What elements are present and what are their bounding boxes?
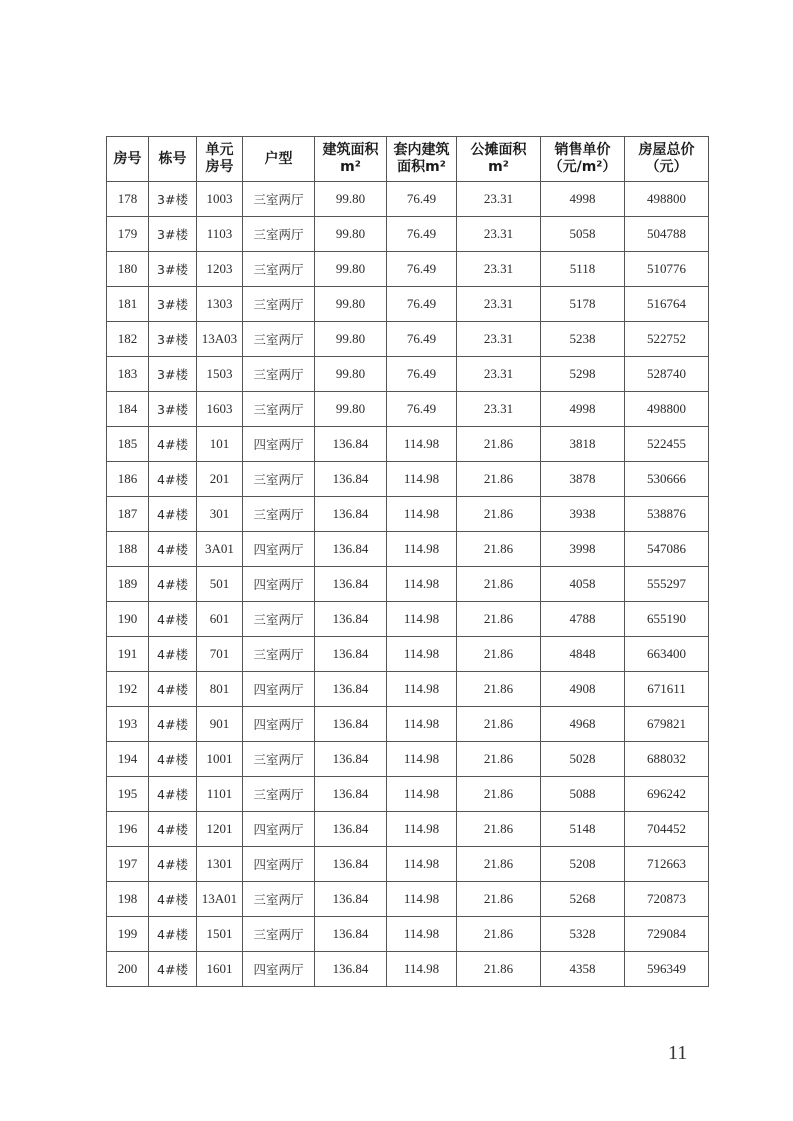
cell-inner-area: 76.49: [387, 287, 457, 322]
cell-unit-no: 501: [197, 567, 243, 602]
cell-total-price: 522455: [625, 427, 709, 462]
cell-unit-no: 1201: [197, 812, 243, 847]
cell-unit-no: 901: [197, 707, 243, 742]
cell-shared-area: 21.86: [457, 847, 541, 882]
table-row: [107, 497, 709, 532]
table-row: [107, 532, 709, 567]
cell-unit-price: 4998: [541, 392, 625, 427]
cell-gross-area: 136.84: [315, 602, 387, 637]
cell-inner-area: 76.49: [387, 392, 457, 427]
table-row: [107, 637, 709, 672]
header-layout-type: [243, 137, 315, 182]
header-building-no-line: 栋号: [158, 150, 187, 167]
cell-total-price: 671611: [625, 672, 709, 707]
cell-building-no: 4#楼: [149, 882, 197, 917]
cell-room-no: 186: [107, 462, 149, 497]
cell-inner-area: 76.49: [387, 322, 457, 357]
price-table: [106, 136, 709, 987]
cell-shared-area: 21.86: [457, 637, 541, 672]
table-row: [107, 777, 709, 812]
cell-shared-area: 21.86: [457, 462, 541, 497]
cell-shared-area: 21.86: [457, 882, 541, 917]
cell-shared-area: 21.86: [457, 427, 541, 462]
cell-unit-no: 701: [197, 637, 243, 672]
cell-inner-area: 114.98: [387, 672, 457, 707]
table-row: [107, 742, 709, 777]
cell-room-no: 187: [107, 497, 149, 532]
cell-layout-type: 三室两厅: [243, 462, 315, 497]
cell-building-no: 3#楼: [149, 357, 197, 392]
table-row: [107, 392, 709, 427]
cell-gross-area: 99.80: [315, 322, 387, 357]
cell-inner-area: 114.98: [387, 812, 457, 847]
cell-unit-price: 3878: [541, 462, 625, 497]
header-unit-price: [541, 137, 625, 182]
header-inner-area: [387, 137, 457, 182]
cell-unit-no: 201: [197, 462, 243, 497]
cell-unit-price: 4788: [541, 602, 625, 637]
cell-inner-area: 114.98: [387, 952, 457, 987]
cell-building-no: 4#楼: [149, 427, 197, 462]
cell-shared-area: 23.31: [457, 182, 541, 217]
cell-layout-type: 四室两厅: [243, 427, 315, 462]
cell-gross-area: 136.84: [315, 847, 387, 882]
cell-inner-area: 76.49: [387, 182, 457, 217]
cell-building-no: 4#楼: [149, 462, 197, 497]
cell-gross-area: 136.84: [315, 952, 387, 987]
cell-layout-type: 三室两厅: [243, 322, 315, 357]
cell-shared-area: 21.86: [457, 532, 541, 567]
table-row: [107, 672, 709, 707]
table-row: [107, 602, 709, 637]
cell-building-no: 4#楼: [149, 847, 197, 882]
cell-gross-area: 136.84: [315, 742, 387, 777]
header-unit-price-line: （元/m²）: [548, 159, 617, 175]
page-number: 11: [668, 1042, 688, 1064]
header-inner-area-line: 面积m²: [397, 159, 446, 175]
cell-shared-area: 21.86: [457, 707, 541, 742]
cell-shared-area: 23.31: [457, 357, 541, 392]
cell-room-no: 195: [107, 777, 149, 812]
cell-layout-type: 三室两厅: [243, 357, 315, 392]
cell-building-no: 4#楼: [149, 812, 197, 847]
cell-unit-price: 4998: [541, 182, 625, 217]
table-row: [107, 847, 709, 882]
cell-layout-type: 四室两厅: [243, 672, 315, 707]
cell-unit-no: 1103: [197, 217, 243, 252]
cell-unit-no: 601: [197, 602, 243, 637]
cell-shared-area: 21.86: [457, 917, 541, 952]
cell-building-no: 4#楼: [149, 742, 197, 777]
cell-room-no: 196: [107, 812, 149, 847]
cell-inner-area: 114.98: [387, 532, 457, 567]
cell-gross-area: 136.84: [315, 637, 387, 672]
cell-unit-price: 5088: [541, 777, 625, 812]
cell-gross-area: 136.84: [315, 427, 387, 462]
cell-room-no: 183: [107, 357, 149, 392]
cell-layout-type: 三室两厅: [243, 497, 315, 532]
cell-room-no: 193: [107, 707, 149, 742]
cell-inner-area: 114.98: [387, 427, 457, 462]
table-row: [107, 882, 709, 917]
cell-unit-no: 1003: [197, 182, 243, 217]
table-row: [107, 462, 709, 497]
cell-total-price: 498800: [625, 392, 709, 427]
cell-room-no: 180: [107, 252, 149, 287]
header-shared-area: [457, 137, 541, 182]
cell-unit-price: 5298: [541, 357, 625, 392]
cell-building-no: 4#楼: [149, 672, 197, 707]
cell-inner-area: 114.98: [387, 567, 457, 602]
header-gross-area-line: m²: [340, 159, 361, 175]
cell-layout-type: 三室两厅: [243, 882, 315, 917]
cell-building-no: 3#楼: [149, 182, 197, 217]
cell-layout-type: 三室两厅: [243, 217, 315, 252]
cell-unit-price: 5328: [541, 917, 625, 952]
header-inner-area-line: 套内建筑: [393, 142, 450, 158]
table-row: [107, 567, 709, 602]
cell-unit-no: 1501: [197, 917, 243, 952]
cell-unit-price: 5268: [541, 882, 625, 917]
cell-unit-price: 4358: [541, 952, 625, 987]
cell-unit-price: 3998: [541, 532, 625, 567]
cell-unit-no: 1303: [197, 287, 243, 322]
cell-total-price: 679821: [625, 707, 709, 742]
cell-building-no: 3#楼: [149, 287, 197, 322]
cell-shared-area: 21.86: [457, 672, 541, 707]
cell-layout-type: 三室两厅: [243, 742, 315, 777]
cell-total-price: 522752: [625, 322, 709, 357]
cell-unit-no: 1603: [197, 392, 243, 427]
cell-gross-area: 136.84: [315, 567, 387, 602]
cell-total-price: 498800: [625, 182, 709, 217]
cell-building-no: 4#楼: [149, 602, 197, 637]
cell-unit-price: 3818: [541, 427, 625, 462]
table-row: [107, 287, 709, 322]
header-gross-area-line: 建筑面积: [322, 142, 379, 158]
cell-room-no: 192: [107, 672, 149, 707]
table-row: [107, 252, 709, 287]
cell-room-no: 179: [107, 217, 149, 252]
cell-gross-area: 136.84: [315, 812, 387, 847]
cell-shared-area: 21.86: [457, 952, 541, 987]
cell-layout-type: 三室两厅: [243, 252, 315, 287]
header-row: [107, 137, 709, 182]
header-room-no: [107, 137, 149, 182]
cell-gross-area: 99.80: [315, 357, 387, 392]
cell-gross-area: 136.84: [315, 707, 387, 742]
header-unit-no: [197, 137, 243, 182]
cell-unit-no: 3A01: [197, 532, 243, 567]
cell-room-no: 194: [107, 742, 149, 777]
cell-unit-price: 5208: [541, 847, 625, 882]
cell-total-price: 712663: [625, 847, 709, 882]
table-body: [107, 182, 709, 987]
cell-unit-price: 4968: [541, 707, 625, 742]
cell-layout-type: 三室两厅: [243, 917, 315, 952]
cell-inner-area: 114.98: [387, 742, 457, 777]
header-shared-area-line: 公摊面积: [470, 142, 527, 158]
cell-inner-area: 114.98: [387, 637, 457, 672]
cell-room-no: 198: [107, 882, 149, 917]
cell-gross-area: 99.80: [315, 287, 387, 322]
cell-gross-area: 136.84: [315, 532, 387, 567]
cell-layout-type: 四室两厅: [243, 532, 315, 567]
cell-gross-area: 99.80: [315, 252, 387, 287]
cell-inner-area: 114.98: [387, 777, 457, 812]
cell-building-no: 4#楼: [149, 567, 197, 602]
cell-total-price: 596349: [625, 952, 709, 987]
cell-inner-area: 76.49: [387, 252, 457, 287]
table-header: [107, 137, 709, 182]
cell-gross-area: 136.84: [315, 497, 387, 532]
table-row: [107, 812, 709, 847]
cell-inner-area: 114.98: [387, 882, 457, 917]
cell-total-price: 530666: [625, 462, 709, 497]
cell-building-no: 4#楼: [149, 952, 197, 987]
cell-room-no: 197: [107, 847, 149, 882]
cell-total-price: 555297: [625, 567, 709, 602]
cell-total-price: 528740: [625, 357, 709, 392]
cell-unit-price: 5058: [541, 217, 625, 252]
cell-unit-price: 5118: [541, 252, 625, 287]
cell-room-no: 182: [107, 322, 149, 357]
cell-total-price: 538876: [625, 497, 709, 532]
header-total-price-line: 房屋总价: [638, 142, 695, 158]
cell-total-price: 504788: [625, 217, 709, 252]
cell-shared-area: 23.31: [457, 252, 541, 287]
cell-room-no: 189: [107, 567, 149, 602]
cell-room-no: 181: [107, 287, 149, 322]
cell-layout-type: 三室两厅: [243, 392, 315, 427]
cell-building-no: 3#楼: [149, 322, 197, 357]
cell-gross-area: 136.84: [315, 777, 387, 812]
cell-total-price: 704452: [625, 812, 709, 847]
cell-unit-price: 4848: [541, 637, 625, 672]
header-room-no-line: 房号: [113, 150, 142, 167]
cell-inner-area: 114.98: [387, 497, 457, 532]
cell-unit-no: 13A03: [197, 322, 243, 357]
cell-inner-area: 114.98: [387, 602, 457, 637]
cell-unit-price: 5178: [541, 287, 625, 322]
cell-unit-no: 1101: [197, 777, 243, 812]
cell-layout-type: 四室两厅: [243, 812, 315, 847]
cell-inner-area: 76.49: [387, 357, 457, 392]
cell-unit-no: 1001: [197, 742, 243, 777]
table-row: [107, 427, 709, 462]
cell-total-price: 688032: [625, 742, 709, 777]
header-building-no: [149, 137, 197, 182]
cell-building-no: 3#楼: [149, 392, 197, 427]
header-shared-area-line: m²: [488, 159, 509, 175]
cell-room-no: 184: [107, 392, 149, 427]
header-unit-price-line: 销售单价: [554, 142, 611, 158]
cell-gross-area: 99.80: [315, 182, 387, 217]
cell-layout-type: 三室两厅: [243, 287, 315, 322]
cell-shared-area: 23.31: [457, 322, 541, 357]
cell-gross-area: 136.84: [315, 672, 387, 707]
cell-layout-type: 三室两厅: [243, 602, 315, 637]
cell-total-price: 510776: [625, 252, 709, 287]
cell-inner-area: 114.98: [387, 462, 457, 497]
cell-unit-no: 1203: [197, 252, 243, 287]
header-unit-no-line: 单元: [205, 142, 234, 158]
cell-unit-no: 801: [197, 672, 243, 707]
cell-shared-area: 21.86: [457, 567, 541, 602]
cell-building-no: 4#楼: [149, 777, 197, 812]
cell-room-no: 190: [107, 602, 149, 637]
cell-room-no: 191: [107, 637, 149, 672]
cell-building-no: 3#楼: [149, 217, 197, 252]
cell-layout-type: 四室两厅: [243, 952, 315, 987]
cell-shared-area: 21.86: [457, 812, 541, 847]
header-total-price-line: （元）: [645, 159, 688, 175]
cell-unit-price: 4058: [541, 567, 625, 602]
cell-room-no: 199: [107, 917, 149, 952]
cell-shared-area: 23.31: [457, 392, 541, 427]
cell-inner-area: 114.98: [387, 917, 457, 952]
cell-room-no: 178: [107, 182, 149, 217]
cell-building-no: 4#楼: [149, 637, 197, 672]
cell-total-price: 663400: [625, 637, 709, 672]
cell-total-price: 696242: [625, 777, 709, 812]
cell-unit-no: 1301: [197, 847, 243, 882]
cell-unit-no: 101: [197, 427, 243, 462]
cell-layout-type: 四室两厅: [243, 567, 315, 602]
cell-inner-area: 114.98: [387, 707, 457, 742]
cell-room-no: 185: [107, 427, 149, 462]
header-unit-no-line: 房号: [205, 159, 234, 175]
cell-unit-no: 1503: [197, 357, 243, 392]
cell-gross-area: 136.84: [315, 882, 387, 917]
cell-unit-no: 13A01: [197, 882, 243, 917]
cell-total-price: 547086: [625, 532, 709, 567]
cell-building-no: 4#楼: [149, 532, 197, 567]
cell-gross-area: 136.84: [315, 917, 387, 952]
cell-building-no: 4#楼: [149, 917, 197, 952]
table-row: [107, 217, 709, 252]
cell-room-no: 188: [107, 532, 149, 567]
cell-shared-area: 21.86: [457, 497, 541, 532]
cell-total-price: 729084: [625, 917, 709, 952]
cell-layout-type: 三室两厅: [243, 182, 315, 217]
cell-total-price: 720873: [625, 882, 709, 917]
header-gross-area: [315, 137, 387, 182]
table-row: [107, 707, 709, 742]
cell-unit-price: 5028: [541, 742, 625, 777]
cell-total-price: 655190: [625, 602, 709, 637]
cell-layout-type: 四室两厅: [243, 707, 315, 742]
cell-shared-area: 21.86: [457, 742, 541, 777]
cell-unit-no: 301: [197, 497, 243, 532]
cell-gross-area: 99.80: [315, 217, 387, 252]
cell-building-no: 4#楼: [149, 707, 197, 742]
cell-layout-type: 四室两厅: [243, 847, 315, 882]
cell-room-no: 200: [107, 952, 149, 987]
table-row: [107, 322, 709, 357]
table-row: [107, 182, 709, 217]
cell-unit-price: 4908: [541, 672, 625, 707]
cell-unit-price: 3938: [541, 497, 625, 532]
header-total-price: [625, 137, 709, 182]
cell-shared-area: 21.86: [457, 602, 541, 637]
cell-building-no: 4#楼: [149, 497, 197, 532]
cell-inner-area: 76.49: [387, 217, 457, 252]
table-row: [107, 917, 709, 952]
cell-inner-area: 114.98: [387, 847, 457, 882]
cell-unit-price: 5238: [541, 322, 625, 357]
cell-unit-price: 5148: [541, 812, 625, 847]
cell-shared-area: 23.31: [457, 287, 541, 322]
cell-gross-area: 99.80: [315, 392, 387, 427]
header-layout-type-line: 户型: [264, 150, 293, 167]
cell-shared-area: 23.31: [457, 217, 541, 252]
table-row: [107, 357, 709, 392]
cell-shared-area: 21.86: [457, 777, 541, 812]
cell-unit-no: 1601: [197, 952, 243, 987]
cell-layout-type: 三室两厅: [243, 777, 315, 812]
cell-total-price: 516764: [625, 287, 709, 322]
cell-gross-area: 136.84: [315, 462, 387, 497]
cell-layout-type: 三室两厅: [243, 637, 315, 672]
table-row: [107, 952, 709, 987]
cell-building-no: 3#楼: [149, 252, 197, 287]
